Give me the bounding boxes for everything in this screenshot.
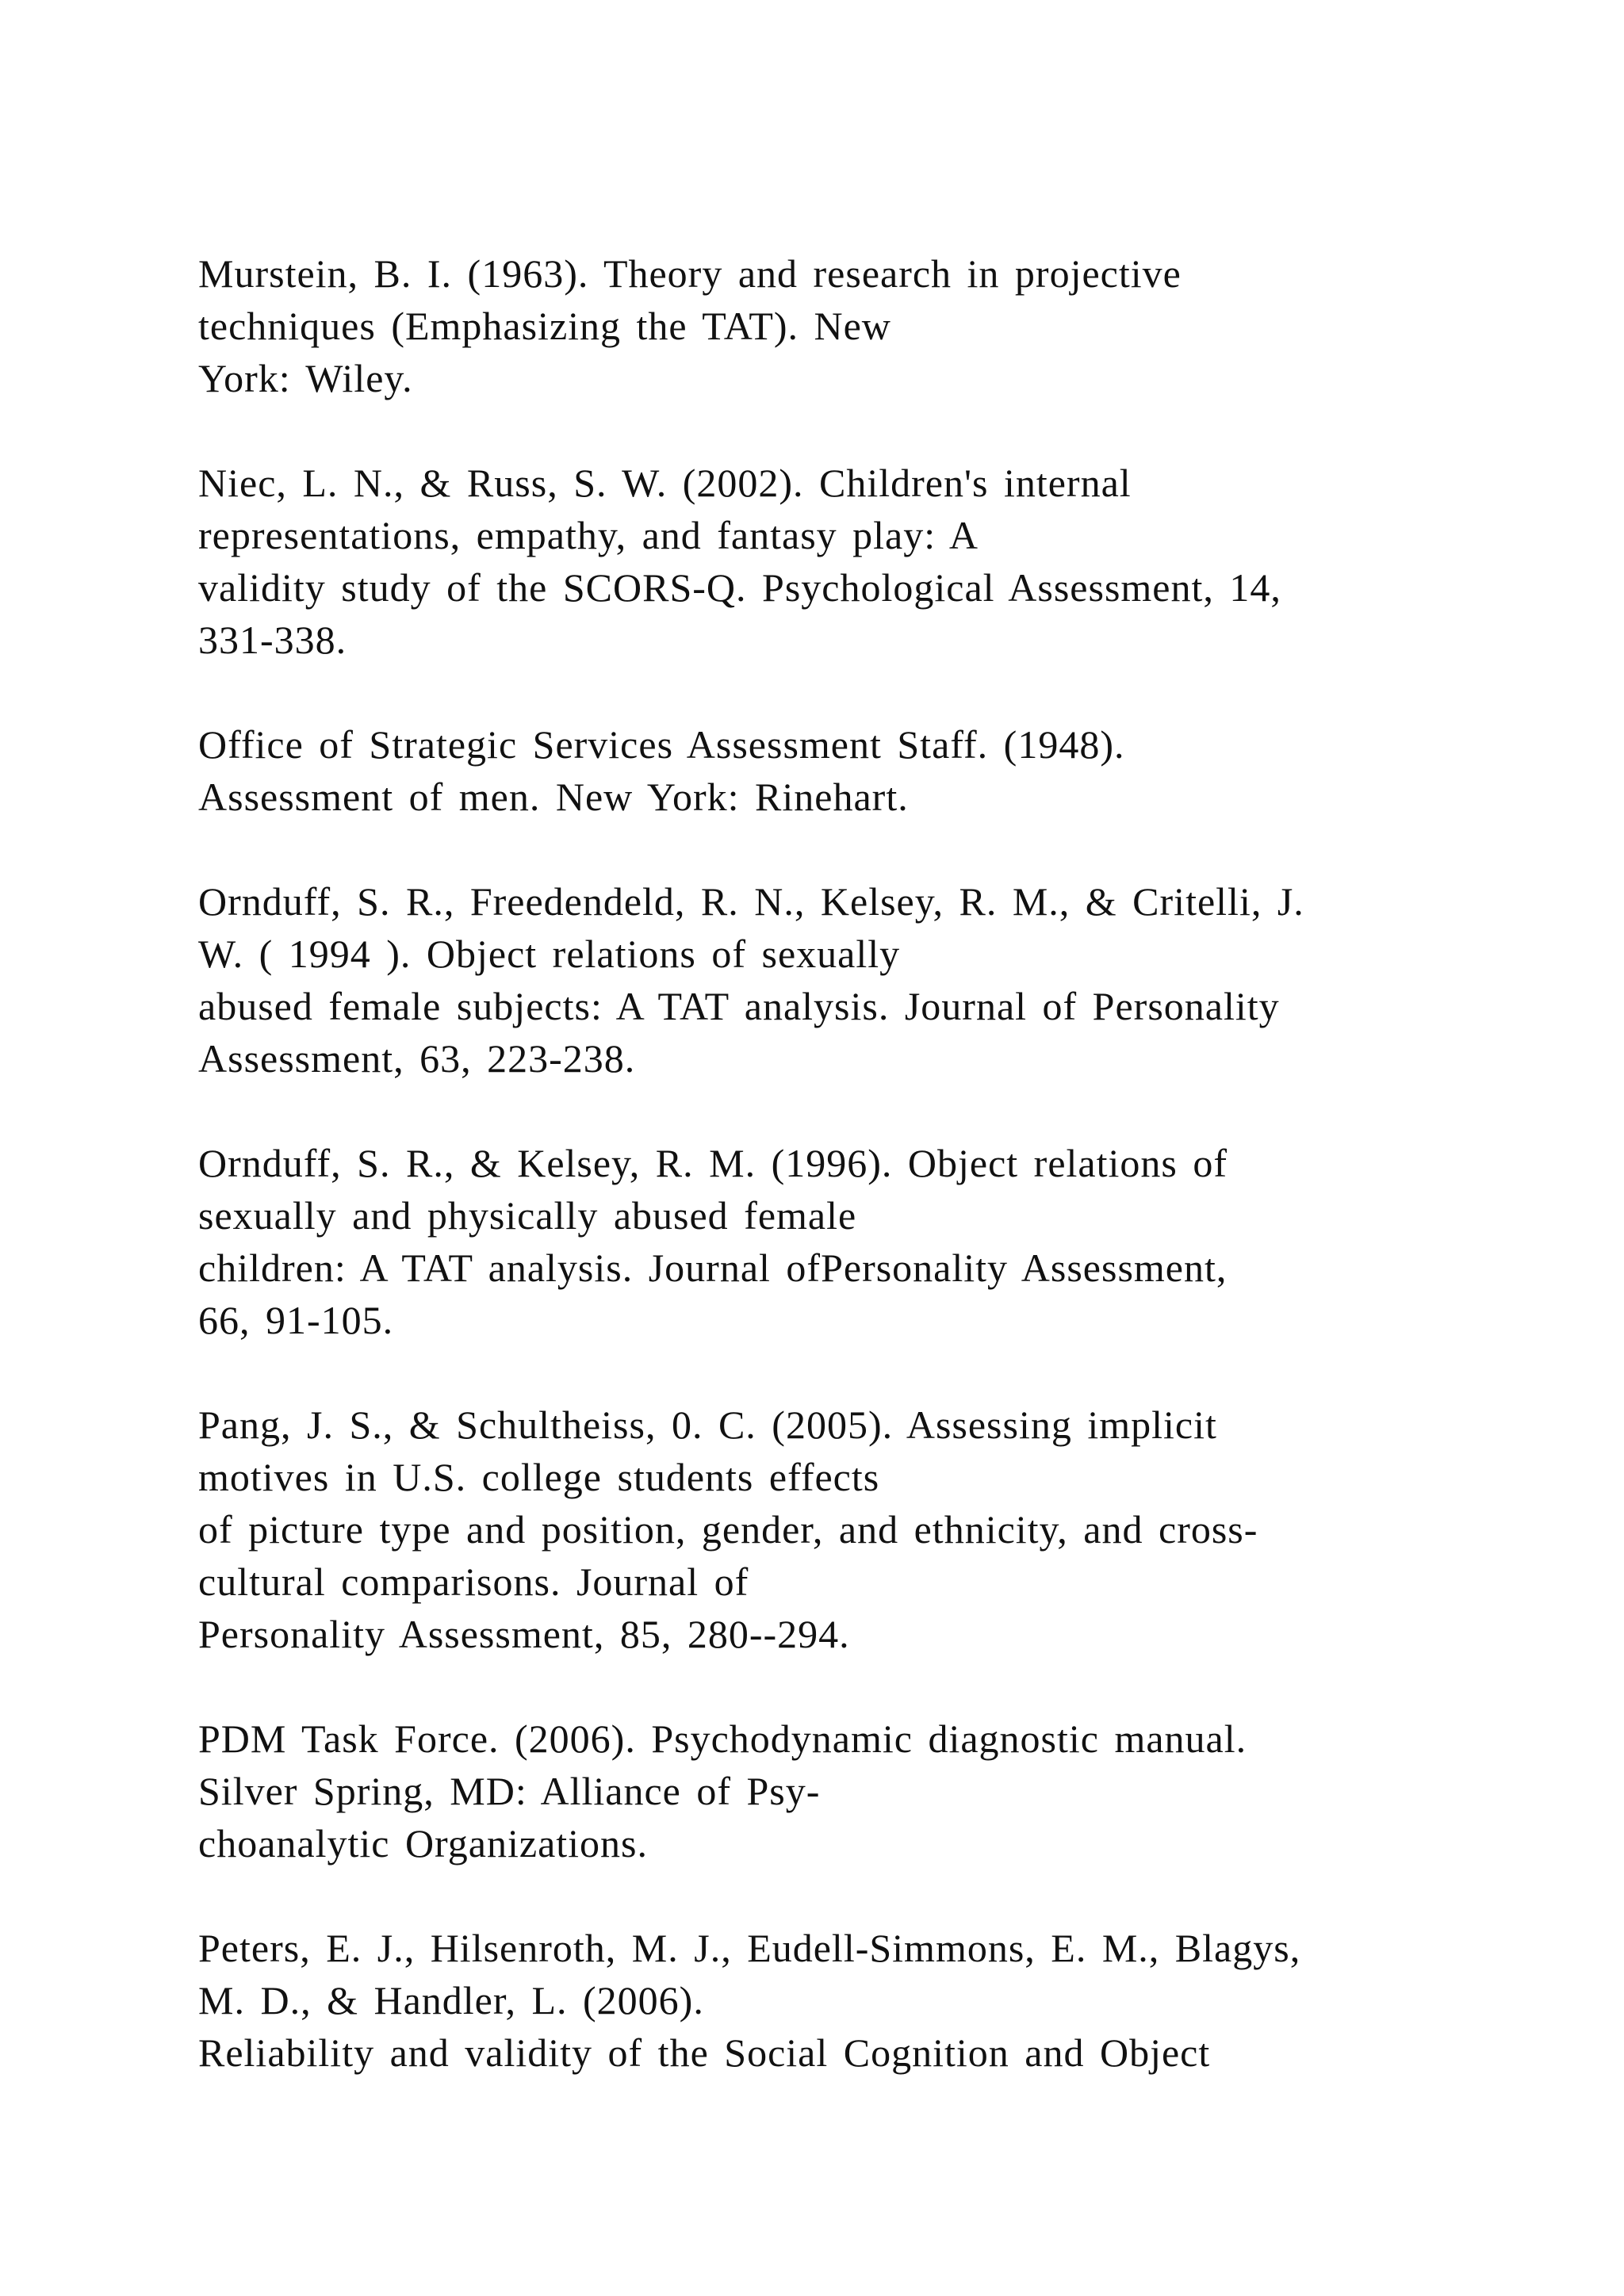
reference-entry-ornduff-1994	[198, 875, 1499, 1085]
reference-line: PDM Task Force. (2006). Psychodynamic diagnostic manual.	[198, 1716, 1247, 1761]
reference-line: cultural comparisons. Journal of	[198, 1559, 749, 1604]
reference-entry-ornduff-1996	[198, 1137, 1499, 1346]
reference-line: Assessment, 63, 223-238.	[198, 1036, 636, 1081]
reference-line: M. D., & Handler, L. (2006).	[198, 1978, 704, 2022]
reference-line: children: A TAT analysis. Journal ofPersonality Assessment,	[198, 1246, 1228, 1290]
reference-line: abused female subjects: A TAT analysis. Journal of Personality	[198, 984, 1280, 1028]
reference-entry-oss-1948	[198, 718, 1499, 823]
reference-line: representations, empathy, and fantasy play: A	[198, 513, 979, 557]
reference-line: Niec, L. N., & Russ, S. W. (2002). Children's internal	[198, 461, 1132, 505]
reference-line: validity study of the SCORS-Q. Psychological Assessment, 14,	[198, 565, 1281, 610]
reference-line: of picture type and position, gender, and ethnicity, and cross-	[198, 1507, 1258, 1552]
reference-entry-murstein-1963	[198, 247, 1499, 404]
reference-entry-peters-2006	[198, 1922, 1499, 2079]
reference-line: W. ( 1994 ). Object relations of sexually	[198, 932, 901, 976]
reference-line: Assessment of men. New York: Rinehart.	[198, 775, 909, 819]
reference-line: Ornduff, S. R., & Kelsey, R. M. (1996). Object relations of	[198, 1141, 1228, 1185]
reference-entry-pang-2005	[198, 1399, 1499, 1660]
reference-line: techniques (Emphasizing the TAT). New	[198, 304, 891, 348]
reference-line: motives in U.S. college students effects	[198, 1455, 880, 1499]
reference-line: 66, 91-105.	[198, 1298, 394, 1342]
reference-line: York: Wiley.	[198, 356, 413, 400]
reference-entry-niec-2002	[198, 457, 1499, 666]
reference-line: Reliability and validity of the Social Cognition and Object	[198, 2030, 1211, 2075]
reference-line: sexually and physically abused female	[198, 1193, 857, 1238]
reference-line: Peters, E. J., Hilsenroth, M. J., Eudell-Simmons, E. M., Blagys,	[198, 1926, 1301, 1970]
reference-list	[198, 247, 1499, 2131]
reference-line: Office of Strategic Services Assessment Staff. (1948).	[198, 722, 1125, 767]
reference-line: Pang, J. S., & Schultheiss, 0. C. (2005). Assessing implicit	[198, 1402, 1217, 1447]
reference-line: 331-338.	[198, 618, 347, 662]
reference-line: choanalytic Organizations.	[198, 1821, 649, 1866]
reference-line: Personality Assessment, 85, 280--294.	[198, 1612, 850, 1656]
reference-entry-pdm-2006	[198, 1712, 1499, 1869]
reference-line: Murstein, B. I. (1963). Theory and research in projective	[198, 251, 1182, 296]
reference-line: Silver Spring, MD: Alliance of Psy-	[198, 1769, 821, 1813]
reference-line: Ornduff, S. R., Freedendeld, R. N., Kelsey, R. M., & Critelli, J.	[198, 879, 1304, 924]
